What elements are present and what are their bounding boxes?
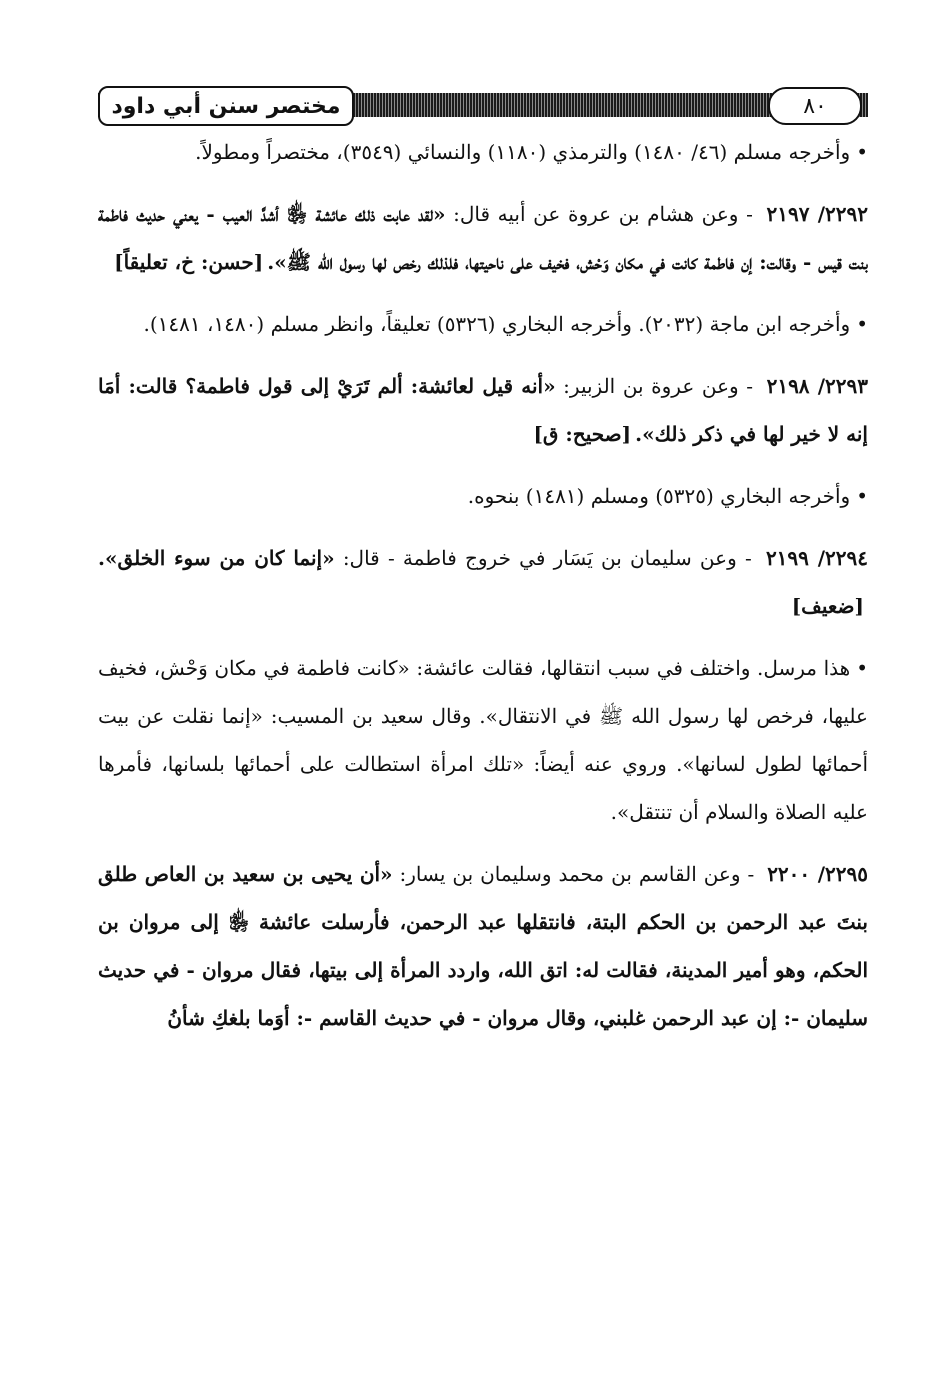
note-text: وأخرجه البخاري (٥٣٢٥) ومسلم (١٤٨١) بنحوه. xyxy=(467,484,851,508)
hadith-number: ٢٢٩٥/ ٢٢٠٠ xyxy=(767,862,868,886)
bullet-icon: • xyxy=(856,140,868,164)
note-paragraph xyxy=(98,300,868,348)
hadith-text: «لقد عابت ذلك عائشة ﵂ أشدَّ العيب - يعني حديث فاطمة بنت قيس - وقالت: إن فاطمة كانت في مكان وَحْش، فخيف على ناحيتها، فلذلك رخص لها رسول الله ﷺ». xyxy=(98,202,868,274)
hadith-intro: - وعن سليمان بن يَسَار في خروج فاطمة - قال: xyxy=(334,546,760,570)
page-header xyxy=(98,86,868,124)
hadith-paragraph xyxy=(98,534,868,630)
hadith-number: ٢٢٩٢/ ٢١٩٧ xyxy=(766,202,868,226)
hadith-grade: [ضعيف] xyxy=(791,594,864,618)
hadith-text: «إنما كان من سوء الخلق». xyxy=(98,546,335,570)
hadith-intro: - وعن هشام بن عروة عن أبيه قال: xyxy=(445,202,761,226)
note-text: وأخرجه مسلم (٤٦/ ١٤٨٠) والترمذي (١١٨٠) والنسائي (٣٥٤٩)، مختصراً ومطولاً. xyxy=(195,140,851,164)
note-paragraph xyxy=(98,128,868,176)
book-title: مختصر سنن أبي داود xyxy=(98,86,354,126)
page-number: ٨٠ xyxy=(768,87,862,125)
hadith-paragraph xyxy=(98,362,868,458)
hadith-grade: [صحيح: ق] xyxy=(533,422,632,446)
note-text: هذا مرسل. واختلف في سبب انتقالها، فقالت عائشة: «كانت فاطمة في مكان وَحْش، فخيف عليها، فرخص لها رسول الله ﷺ في الانتقال». وقال سعيد بن المسيب: «إنما نقلت عن بيت أحمائها لطول لسانها». وروي عنه أيضاً: «تلك امرأة استطالت على أحمائها بلسانها، فأمرها عليه الصلاة والسلام أن تنتقل». xyxy=(98,656,868,824)
hadith-paragraph xyxy=(98,190,868,286)
hadith-intro: - وعن القاسم بن محمد وسليمان بن يسار: xyxy=(392,862,762,886)
bullet-icon: • xyxy=(856,656,868,680)
hadith-number: ٢٢٩٤/ ٢١٩٩ xyxy=(765,546,868,570)
bullet-icon: • xyxy=(856,484,868,508)
hadith-text: «أن يحيى بن سعيد بن العاص طلق بنتَ عبد الرحمن بن الحكم البتة، فانتقلها عبد الرحمن، فأرسلت عائشة ﵂ إلى مروان بن الحكم، وهو أمير المدينة، فقالت له: اتق الله، واردد المرأة إلى بيتها، فقال مروان - في حديث سليمان -: إن عبد الرحمن غلبني، وقال مروان - في حديث القاسم -: أوَما بلغكِ شأنُ xyxy=(98,862,868,1030)
hadith-intro: - وعن عروة بن الزبير: xyxy=(555,374,761,398)
page-body xyxy=(98,128,868,1056)
hadith-number: ٢٢٩٣/ ٢١٩٨ xyxy=(766,374,868,398)
note-paragraph xyxy=(98,472,868,520)
hadith-grade: [حسن: خ، تعليقاً] xyxy=(114,250,264,274)
note-paragraph xyxy=(98,644,868,836)
hadith-paragraph xyxy=(98,850,868,1042)
note-text: وأخرجه ابن ماجة (٢٠٣٢). وأخرجه البخاري (٥٣٢٦) تعليقاً، وانظر مسلم (١٤٨٠، ١٤٨١). xyxy=(143,312,851,336)
hadith-text: «أنه قيل لعائشة: ألم تَرَيْ إلى قول فاطمة؟ قالت: أمَا إنه لا خير لها في ذكر ذلك». xyxy=(98,374,868,446)
bullet-icon: • xyxy=(856,312,868,336)
